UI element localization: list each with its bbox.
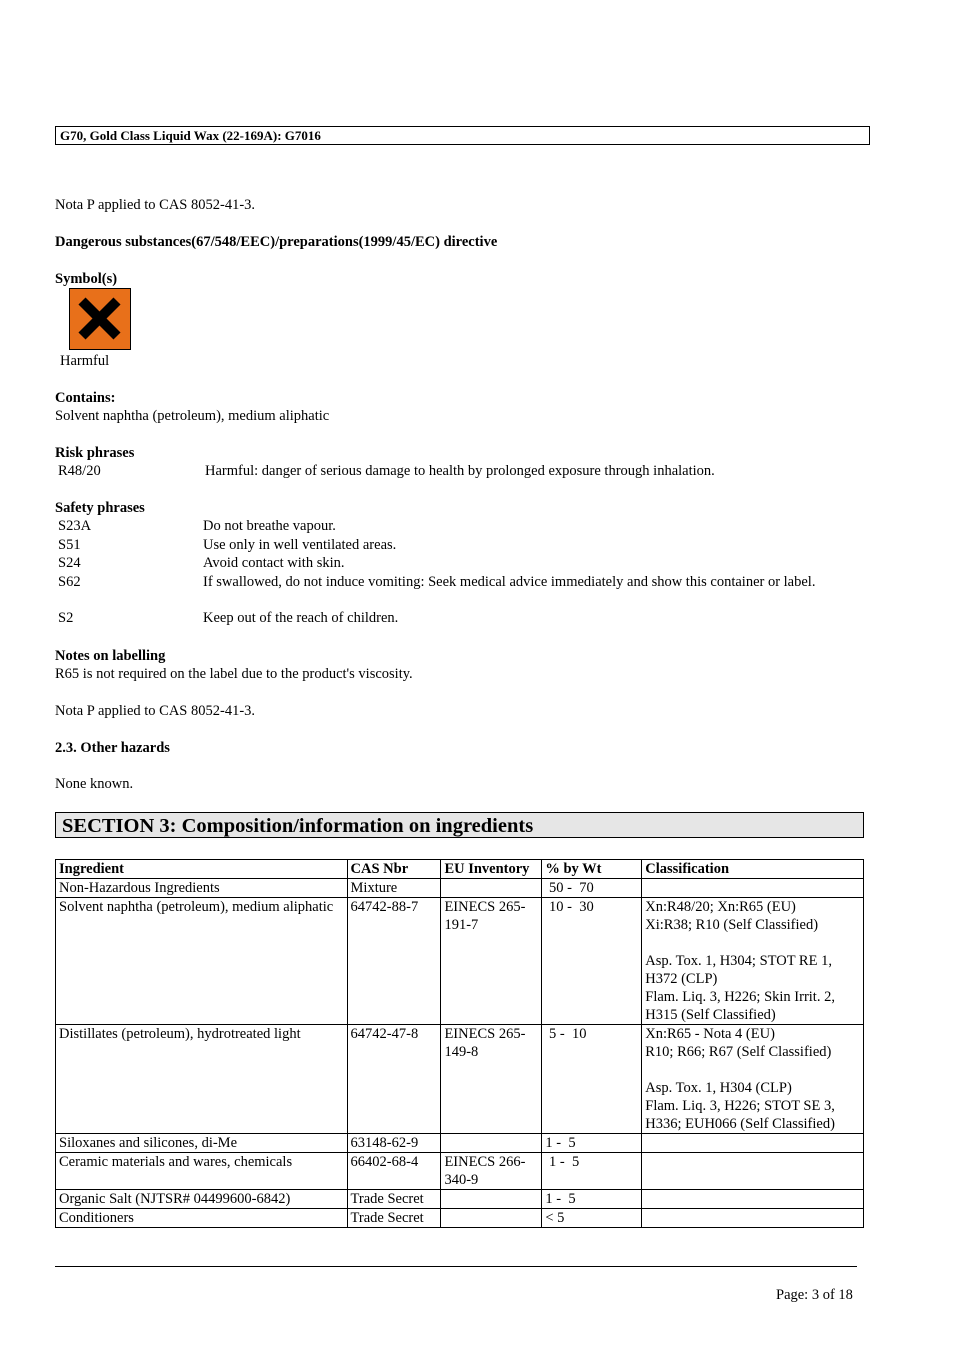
cas-cell: 64742-47-8 xyxy=(347,1025,441,1134)
labelling-text: R65 is not required on the label due to the product's viscosity. xyxy=(55,666,413,682)
table-row xyxy=(56,898,864,1025)
classification-cell xyxy=(642,879,864,898)
ingredient-cell: Organic Salt (NJTSR# 04499600-6842) xyxy=(56,1190,348,1209)
classification-cell xyxy=(642,898,864,1025)
safety-phrase-text: Do not breathe vapour. xyxy=(203,518,336,534)
other-hazards-text: None known. xyxy=(55,776,134,792)
ingredient-cell: Ceramic materials and wares, chemicals xyxy=(56,1153,348,1190)
wt-cell: 1 - 5 xyxy=(542,1134,642,1153)
safety-phrase-code: S62 xyxy=(58,574,81,590)
column-header-wt: % by Wt xyxy=(542,860,642,879)
risk-phrase-text: Harmful: danger of serious damage to health by prolonged exposure through inhalation. xyxy=(205,463,715,479)
table-row xyxy=(56,1153,864,1190)
classification-line xyxy=(645,1061,860,1079)
table-row xyxy=(56,1134,864,1153)
ingredients-table xyxy=(55,859,864,1228)
classification-cell xyxy=(642,1025,864,1134)
safety-phrase-code: S23A xyxy=(58,518,92,534)
classification-line xyxy=(645,934,860,952)
document-header xyxy=(55,126,870,145)
labelling-heading: Notes on labelling xyxy=(55,648,166,664)
risk-phrases-heading: Risk phrases xyxy=(55,445,135,461)
section-3-title xyxy=(55,812,864,838)
safety-phrase-text: If swallowed, do not induce vomiting: Seek medical advice immediately and show this container or label. xyxy=(203,574,816,590)
ingredient-cell: Distillates (petroleum), hydrotreated light xyxy=(56,1025,348,1134)
wt-cell: < 5 xyxy=(542,1209,642,1228)
wt-cell: 1 - 5 xyxy=(542,1190,642,1209)
other-hazards-heading: 2.3. Other hazards xyxy=(55,740,170,756)
eu-inventory-cell: EINECS 265-191-7 xyxy=(441,898,542,1025)
cas-cell: Trade Secret xyxy=(347,1190,441,1209)
safety-phrase-code: S51 xyxy=(58,537,81,553)
table-row xyxy=(56,1025,864,1134)
ingredient-cell: Non-Hazardous Ingredients xyxy=(56,879,348,898)
safety-phrase-text: Avoid contact with skin. xyxy=(203,555,345,571)
table-row xyxy=(56,879,864,898)
column-header-ingredient: Ingredient xyxy=(56,860,348,879)
wt-cell: 5 - 10 xyxy=(542,1025,642,1134)
cas-cell: 64742-88-7 xyxy=(347,898,441,1025)
column-header-eu-inventory: EU Inventory xyxy=(441,860,542,879)
risk-phrase-code: R48/20 xyxy=(58,463,101,479)
wt-cell: 50 - 70 xyxy=(542,879,642,898)
column-header-cas: CAS Nbr xyxy=(347,860,441,879)
symbols-heading: Symbol(s) xyxy=(55,271,118,287)
eu-inventory-cell: EINECS 265-149-8 xyxy=(441,1025,542,1134)
classification-cell xyxy=(642,1190,864,1209)
symbol-label: Harmful xyxy=(60,353,110,369)
classification-cell xyxy=(642,1134,864,1153)
section-3-title-text: SECTION 3: Composition/information on ingredients xyxy=(62,815,534,837)
labelling-nota-p: Nota P applied to CAS 8052-41-3. xyxy=(55,703,256,719)
classification-line: R10; R66; R67 (Self Classified) xyxy=(645,1044,832,1060)
footer-divider xyxy=(55,1266,857,1267)
eu-inventory-cell xyxy=(441,1134,542,1153)
cas-cell: Trade Secret xyxy=(347,1209,441,1228)
classification-line: Asp. Tox. 1, H304; STOT RE 1, H372 (CLP) xyxy=(645,953,832,987)
table-header-row xyxy=(56,860,864,879)
safety-phrase-text: Use only in well ventilated areas. xyxy=(203,537,397,553)
cas-cell: 63148-62-9 xyxy=(347,1134,441,1153)
safety-phrase-code: S2 xyxy=(58,610,74,626)
cas-cell: 66402-68-4 xyxy=(347,1153,441,1190)
eu-inventory-cell xyxy=(441,1190,542,1209)
ingredient-cell: Solvent naphtha (petroleum), medium aliphatic xyxy=(56,898,348,1025)
classification-line: Xn:R48/20; Xn:R65 (EU) xyxy=(645,899,796,915)
wt-cell: 10 - 30 xyxy=(542,898,642,1025)
eu-inventory-cell xyxy=(441,879,542,898)
column-header-classification: Classification xyxy=(642,860,864,879)
safety-phrase-text: Keep out of the reach of children. xyxy=(203,610,399,626)
ingredient-cell: Conditioners xyxy=(56,1209,348,1228)
classification-line: Xi:R38; R10 (Self Classified) xyxy=(645,917,819,933)
contains-heading: Contains: xyxy=(55,390,116,406)
table-row xyxy=(56,1190,864,1209)
directive-heading: Dangerous substances(67/548/EEC)/preparations(1999/45/EC) directive xyxy=(55,234,498,250)
classification-line: Flam. Liq. 3, H226; Skin Irrit. 2, H315 (Self Classified) xyxy=(645,989,835,1023)
cas-cell: Mixture xyxy=(347,879,441,898)
eu-inventory-cell xyxy=(441,1209,542,1228)
safety-phrases-heading: Safety phrases xyxy=(55,500,145,516)
nota-p-note: Nota P applied to CAS 8052-41-3. xyxy=(55,197,256,213)
classification-cell xyxy=(642,1153,864,1190)
classification-line: Asp. Tox. 1, H304 (CLP) xyxy=(645,1080,792,1096)
classification-cell xyxy=(642,1209,864,1228)
safety-phrase-code: S24 xyxy=(58,555,81,571)
table-row xyxy=(56,1209,864,1228)
classification-line: Xn:R65 - Nota 4 (EU) xyxy=(645,1026,775,1042)
eu-inventory-cell: EINECS 266-340-9 xyxy=(441,1153,542,1190)
classification-line: Flam. Liq. 3, H226; STOT SE 3, H336; EUH066 (Self Classified) xyxy=(645,1098,835,1132)
contains-text: Solvent naphtha (petroleum), medium aliphatic xyxy=(55,408,330,424)
harmful-x-icon xyxy=(69,288,131,350)
document-title: G70, Gold Class Liquid Wax (22-169A): G7016 xyxy=(60,128,321,143)
ingredient-cell: Siloxanes and silicones, di-Me xyxy=(56,1134,348,1153)
page-number: Page: 3 of 18 xyxy=(776,1287,853,1303)
wt-cell: 1 - 5 xyxy=(542,1153,642,1190)
